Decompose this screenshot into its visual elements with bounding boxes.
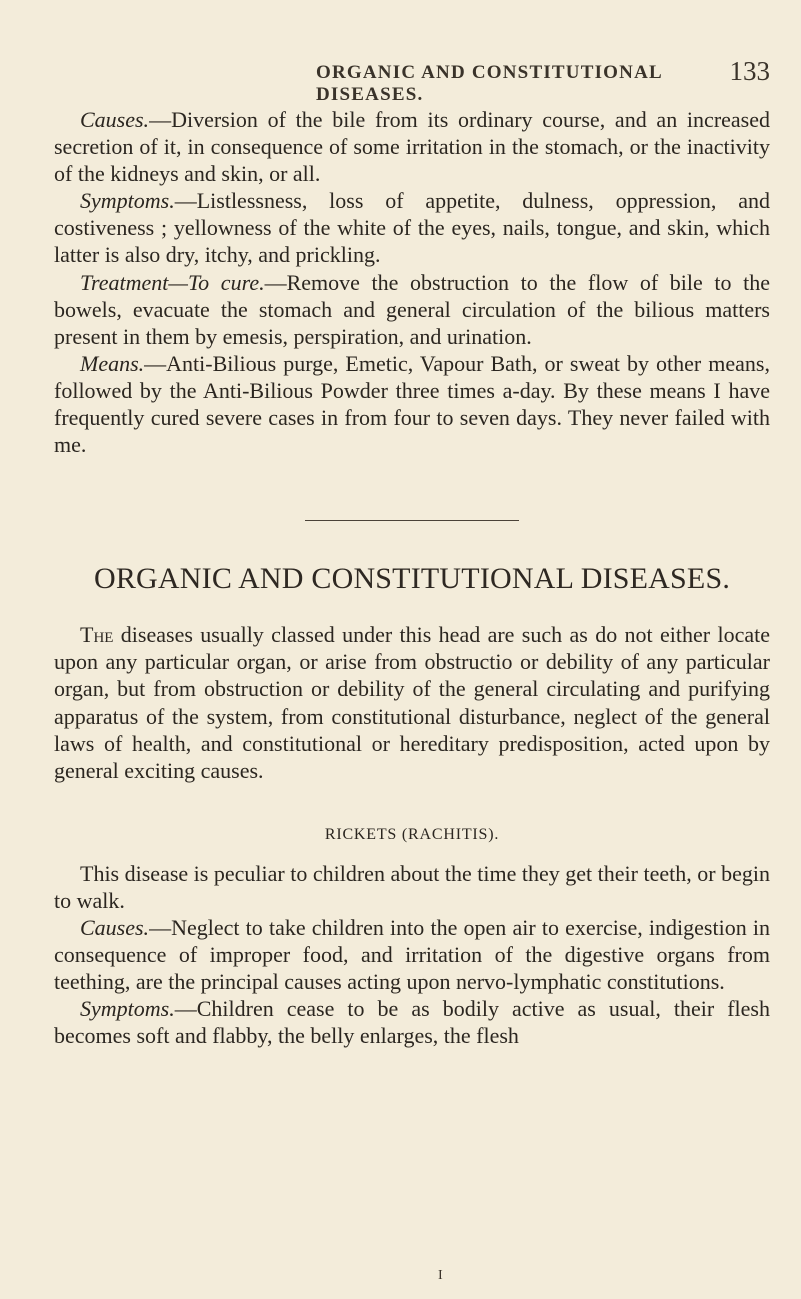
means-label: Means. (80, 350, 145, 376)
treatment-paragraph (54, 269, 770, 350)
rickets-symptoms-text: —Children cease to be as bodily active as usual, their flesh becomes soft and flabby, the belly enlarges, the flesh (54, 996, 770, 1049)
rickets-symptoms-paragraph (54, 995, 770, 1049)
rickets-causes-label: Causes. (80, 914, 150, 940)
treatment-text: —Remove the obstruction to the flow of bile to the bowels, evacuate the stomach and general circulation of the bilious matters present in them by emesis, perspiration, and urination. (54, 269, 770, 349)
section-intro-paragraph (54, 621, 770, 784)
running-head (0, 56, 770, 105)
section-intro-first-word: The (80, 622, 114, 648)
page-body (54, 106, 770, 1049)
rickets-symptoms-label: Symptoms. (80, 996, 175, 1022)
page-number: 133 (729, 56, 770, 86)
rickets-causes-text: —Neglect to take children into the open air to exercise, indigestion in consequence of improper food, and irritation of the digestive organs from teething, are the principal causes acting upon nervo-lymphatic constitutions. (54, 914, 770, 995)
causes-label: Causes. (80, 107, 150, 132)
symptoms-text: —Listlessness, loss of appetite, dulness, oppression, and costiveness ; yellowness of the white of the eyes, nails, tongue, and skin, which latter is also dry, itchy, and prickling. (54, 188, 770, 268)
rickets-heading: RICKETS (RACHITIS). (324, 825, 500, 843)
section-title: ORGANIC AND CONSTITUTIONAL DISEASES. (93, 562, 731, 596)
section-intro-text: diseases usually classed under this head are such as do not either locate upon any particular organ, or arise from obstructio or debility of any particular organ, but from obstruction or debility of the general circulating and purifying apparatus of the system, from constitutional disturbance, neglect of the general laws of health, and constitutional or hereditary predisposition, acted upon by general exciting causes. (54, 622, 770, 783)
causes-paragraph (54, 106, 770, 187)
symptoms-label: Symptoms. (80, 188, 175, 214)
treatment-label: Treatment—To cure. (80, 269, 265, 295)
means-paragraph (54, 350, 770, 458)
rickets-causes-paragraph (54, 914, 770, 995)
causes-text: —Diversion of the bile from its ordinary course, and an increased secretion of it, in consequence of some irritation in the stomach, or the inactivity of the kidneys and skin, or all. (54, 107, 770, 187)
running-head-title: ORGANIC AND CONSTITUTIONAL DISEASES. (316, 62, 662, 105)
means-text: —Anti-Bilious purge, Emetic, Vapour Bath, or sweat by other means, followed by the Anti-Bilious Powder three times a-day. By these means I have frequently cured severe cases in from four to seven days. They never failed with me. (54, 350, 770, 458)
symptoms-paragraph (54, 187, 770, 268)
rickets-intro-paragraph (54, 860, 770, 914)
section-divider (305, 520, 519, 521)
rickets-intro-text: This disease is peculiar to children about the time they get their teeth, or begin to walk. (54, 860, 770, 913)
signature-mark: I (438, 1268, 443, 1283)
